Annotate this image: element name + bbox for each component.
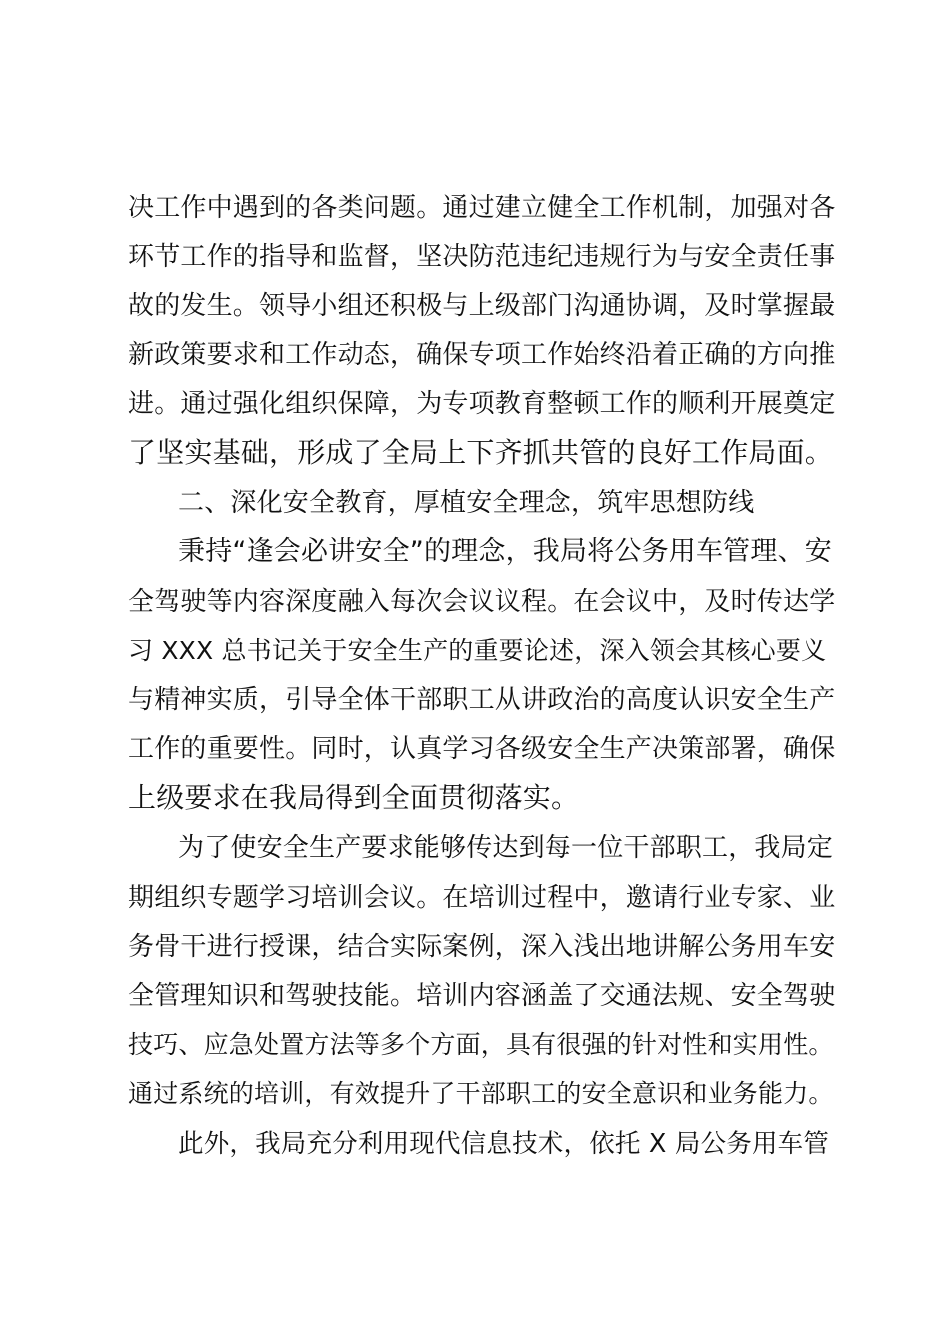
paragraph-line: 为了使安全生产要求能够传达到每一位干部职工，我局定 bbox=[178, 833, 834, 863]
paragraph-line: 进。通过强化组织保障，为专项教育整顿工作的顺利开展奠定 bbox=[128, 389, 836, 419]
paragraph-line: 此外，我局充分利用现代信息技术，依托 X 局公务用车管 bbox=[178, 1129, 830, 1159]
paragraph-line: 环节工作的指导和监督，坚决防范违纪违规行为与安全责任事 bbox=[128, 242, 836, 272]
paragraph-line: 决工作中遇到的各类问题。通过建立健全工作机制，加强对各 bbox=[128, 193, 836, 223]
paragraph-line: 上级要求在我局得到全面贯彻落实。 bbox=[128, 781, 580, 814]
paragraph-line: 新政策要求和工作动态，确保专项工作始终沿着正确的方向推 bbox=[128, 340, 836, 370]
paragraph-line: 期组织专题学习培训会议。在培训过程中，邀请行业专家、业 bbox=[128, 883, 836, 913]
section-heading: 二、深化安全教育，厚植安全理念，筑牢思想防线 bbox=[178, 488, 755, 518]
paragraph-line: 与精神实质，引导全体干部职工从讲政治的高度认识安全生产 bbox=[128, 685, 836, 715]
paragraph-line: 全管理知识和驾驶技能。培训内容涵盖了交通法规、安全驾驶 bbox=[128, 981, 836, 1011]
paragraph-line: 通过系统的培训，有效提升了干部职工的安全意识和业务能力。 bbox=[128, 1079, 834, 1108]
paragraph-line: 全驾驶等内容深度融入每次会议议程。在会议中，及时传达学 bbox=[128, 587, 836, 617]
paragraph-line: 了坚实基础，形成了全局上下齐抓共管的良好工作局面。 bbox=[128, 436, 834, 469]
paragraph-line: 秉持“逢会必讲安全”的理念，我局将公务用车管理、安 bbox=[178, 536, 832, 567]
paragraph-line: 技巧、应急处置方法等多个方面，具有很强的针对性和实用性。 bbox=[128, 1030, 834, 1059]
paragraph-line: 工作的重要性。同时，认真学习各级安全生产决策部署，确保 bbox=[128, 734, 836, 764]
paragraph-line: 习 XXX 总书记关于安全生产的重要论述，深入领会其核心要义 bbox=[128, 636, 827, 665]
paragraph-line: 故的发生。领导小组还积极与上级部门沟通协调，及时掌握最 bbox=[128, 291, 836, 321]
paragraph-line: 务骨干进行授课，结合实际案例，深入浅出地讲解公务用车安 bbox=[128, 932, 836, 962]
